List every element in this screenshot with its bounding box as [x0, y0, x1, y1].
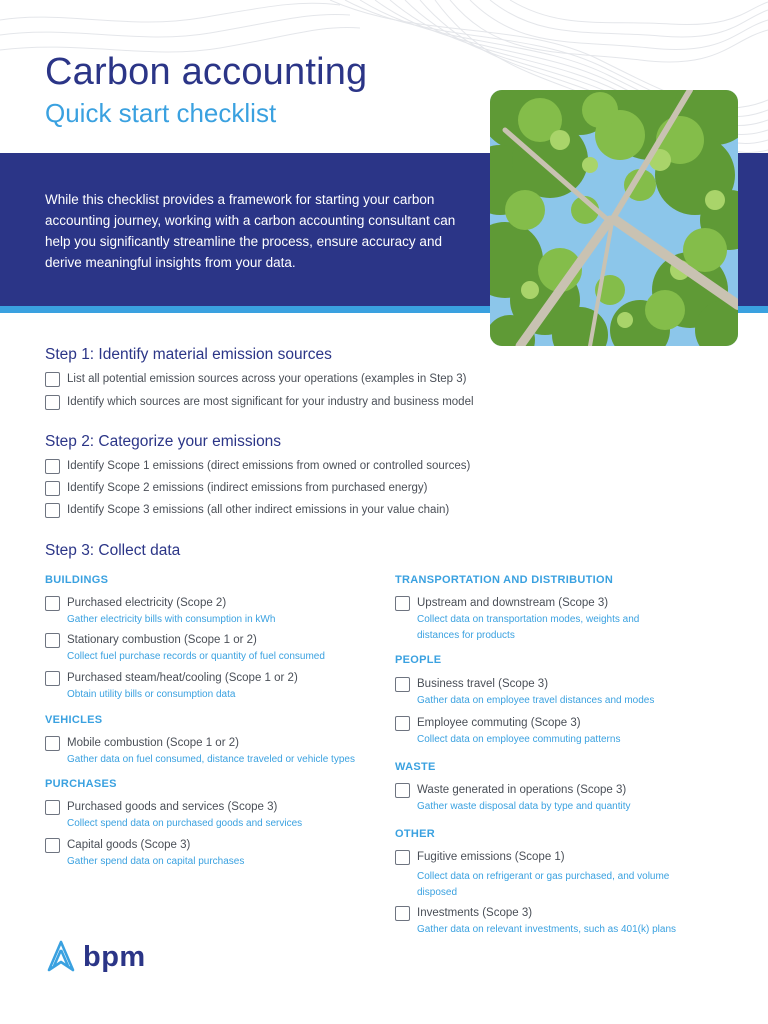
- checklist-item-label: Stationary combustion (Scope 1 or 2): [67, 634, 257, 646]
- checklist-item-label: Purchased electricity (Scope 2): [67, 597, 227, 609]
- checklist-item[interactable]: [45, 503, 449, 518]
- checklist-item-label: List all potential emission sources across your operations (examples in Step 3): [67, 373, 467, 385]
- checklist-item[interactable]: [395, 783, 630, 815]
- intro-paragraph: While this checklist provides a framework for starting your carbon accounting journey, working with a carbon accounting consultant can help you significantly streamline the process, ensure accuracy and derive meaningful insights from your data.: [45, 192, 456, 270]
- checklist-item-note: Gather spend data on capital purchases: [67, 856, 245, 867]
- category-waste: WASTE: [395, 761, 436, 773]
- step-2-heading: Step 2: Categorize your emissions: [45, 433, 282, 450]
- step-3-heading: Step 3: Collect data: [45, 542, 181, 559]
- checklist-item-note: Collect fuel purchase records or quantity of fuel consumed: [67, 651, 325, 662]
- bpm-logo-icon: [45, 940, 77, 974]
- checkbox[interactable]: [45, 503, 60, 518]
- checklist-item[interactable]: [45, 736, 355, 768]
- checkbox[interactable]: [45, 671, 60, 686]
- checklist-item[interactable]: [45, 800, 302, 832]
- checklist-item-note: Gather waste disposal data by type and quantity: [417, 801, 631, 812]
- checkbox[interactable]: [395, 783, 410, 798]
- category-people: PEOPLE: [395, 654, 442, 666]
- checklist-item-label: Investments (Scope 3): [417, 907, 533, 919]
- tree-canopy-photo: [490, 90, 738, 346]
- checkbox[interactable]: [45, 736, 60, 751]
- checklist-item-label: Identify which sources are most significant for your industry and business model: [67, 396, 474, 408]
- checkbox[interactable]: [395, 906, 410, 921]
- checklist-item-note: Gather data on relevant investments, such as 401(k) plans: [417, 924, 677, 935]
- checklist-item[interactable]: [45, 372, 467, 387]
- checklist-item[interactable]: [395, 850, 672, 900]
- checklist-item-label: Identify Scope 3 emissions (all other indirect emissions in your value chain): [67, 504, 450, 516]
- checkbox[interactable]: [45, 800, 60, 815]
- checklist-item-label: Fugitive emissions (Scope 1): [417, 851, 565, 863]
- bpm-logo: [45, 940, 146, 974]
- checklist-item-note: Collect spend data on purchased goods and services: [67, 818, 303, 829]
- category-other: OTHER: [395, 828, 435, 840]
- checkbox[interactable]: [45, 838, 60, 853]
- checklist-item[interactable]: [395, 716, 620, 748]
- category-vehicles: VEHICLES: [45, 714, 103, 726]
- checklist-item-label: Identify Scope 2 emissions (indirect emissions from purchased energy): [67, 482, 428, 494]
- checklist-item-note: Collect data on refrigerant or gas purchased, and volume disposed: [417, 871, 670, 898]
- checklist-item-label: Waste generated in operations (Scope 3): [417, 784, 627, 796]
- checklist-item-label: Capital goods (Scope 3): [67, 839, 191, 851]
- checklist-item-label: Identify Scope 1 emissions (direct emissions from owned or controlled sources): [67, 460, 471, 472]
- checkbox[interactable]: [45, 633, 60, 648]
- checklist-item[interactable]: [395, 596, 672, 643]
- checklist-item-note: Gather electricity bills with consumption in kWh: [67, 614, 276, 625]
- checklist-item-label: Purchased goods and services (Scope 3): [67, 801, 278, 813]
- page-title: Carbon accounting: [45, 51, 368, 93]
- checkbox[interactable]: [45, 596, 60, 611]
- checkbox[interactable]: [45, 459, 60, 474]
- logo-text: bpm: [83, 940, 146, 973]
- checklist-item[interactable]: [395, 677, 654, 709]
- checklist-item-note: Obtain utility bills or consumption data: [67, 689, 236, 700]
- checkbox[interactable]: [395, 850, 410, 865]
- checkbox[interactable]: [45, 395, 60, 410]
- category-purchases: PURCHASES: [45, 778, 117, 790]
- checkbox[interactable]: [395, 677, 410, 692]
- checklist-item-label: Mobile combustion (Scope 1 or 2): [67, 737, 239, 749]
- checkbox[interactable]: [45, 372, 60, 387]
- checkbox[interactable]: [45, 481, 60, 496]
- category-transportation: TRANSPORTATION AND DISTRIBUTION: [395, 574, 614, 586]
- checklist-item[interactable]: [45, 633, 325, 665]
- checklist-item[interactable]: [45, 838, 244, 870]
- checklist-item[interactable]: [45, 481, 428, 496]
- checklist-item-label: Business travel (Scope 3): [417, 678, 549, 690]
- checklist-item[interactable]: [45, 395, 474, 410]
- checklist-item-label: Purchased steam/heat/cooling (Scope 1 or 2): [67, 672, 298, 684]
- checklist-item-note: Gather data on employee travel distances and modes: [417, 695, 655, 706]
- checklist-item[interactable]: [395, 906, 676, 938]
- checklist-item-note: Gather data on fuel consumed, distance traveled or vehicle types: [67, 754, 355, 765]
- checklist-item-note: Collect data on employee commuting patterns: [417, 734, 621, 745]
- checklist-item[interactable]: [45, 459, 470, 474]
- checkbox[interactable]: [395, 596, 410, 611]
- checklist-item-label: Employee commuting (Scope 3): [417, 717, 581, 729]
- checklist-item[interactable]: [45, 596, 275, 628]
- checkbox[interactable]: [395, 716, 410, 731]
- category-buildings: BUILDINGS: [45, 574, 109, 586]
- step-1-heading: Step 1: Identify material emission sources: [45, 346, 332, 363]
- checklist-item-note: Collect data on transportation modes, weights and distances for products: [417, 614, 640, 641]
- page-subtitle: Quick start checklist: [45, 98, 277, 128]
- checklist-item[interactable]: [45, 671, 298, 703]
- checklist-item-label: Upstream and downstream (Scope 3): [417, 597, 609, 609]
